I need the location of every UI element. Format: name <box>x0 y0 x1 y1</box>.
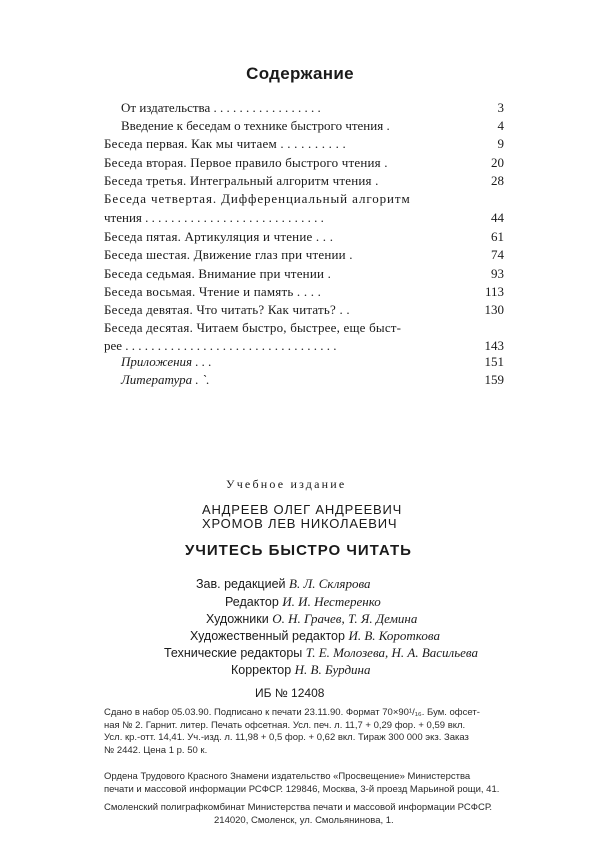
toc-entry <box>104 172 504 190</box>
publisher-info <box>104 771 500 796</box>
toc-entry <box>104 228 504 246</box>
table-of-contents <box>104 99 504 390</box>
toc-entry-text: чтения <box>104 209 142 225</box>
credit-role: Художники <box>206 612 269 626</box>
toc-entry-page: 130 <box>484 301 504 317</box>
toc-leader: . <box>345 247 353 263</box>
toc-entry-text: Приложения <box>121 354 193 370</box>
credit-role: Редактор <box>225 595 279 609</box>
author-name: ХРОМОВ ЛЕВ НИКОЛАЕВИЧ <box>202 516 398 531</box>
toc-entry-text: Беседа третья. Интегральный алгоритм чтения <box>104 172 372 188</box>
toc-entry-text: Литература <box>121 372 193 388</box>
toc-entry <box>104 265 504 283</box>
toc-entry-page: 20 <box>491 154 504 170</box>
toc-entry-continued <box>104 206 504 224</box>
toc-entry-text: Беседа девятая. Что читать? Как читать? <box>104 301 337 317</box>
toc-entry-page: 143 <box>484 338 504 354</box>
toc-entry-text: Беседа шестая. Движение глаз при чтении <box>104 247 346 263</box>
book-title: УЧИТЕСЬ БЫСТРО ЧИТАТЬ <box>185 542 412 559</box>
toc-entry-text: рее <box>104 338 123 354</box>
ib-number: ИБ № 12408 <box>255 686 325 700</box>
toc-leader: . <box>383 118 390 134</box>
print-line: Усл. кр.-отт. 14,41. Уч.-изд. л. 11,98 + 0,5 фор. + 0,62 вкл. Тираж 300 000 экз. Заказ <box>104 732 469 743</box>
toc-entry-text: Беседа пятая. Артикуляция и чтение <box>104 229 313 245</box>
toc-entry <box>104 135 504 153</box>
toc-entry <box>104 319 504 335</box>
toc-entry-page: 28 <box>491 172 504 188</box>
toc-entry <box>104 154 504 172</box>
toc-entry-page: 93 <box>491 265 504 281</box>
credit-name: Т. Е. Молозева, Н. А. Васильева <box>305 645 478 660</box>
credit-line <box>225 594 381 610</box>
publisher-line: печати и массовой информации РСФСР. 129846, Москва, 3-й проезд Марьиной рощи, 41. <box>104 783 500 795</box>
toc-entry-text: Беседа седьмая. Внимание при чтении <box>104 265 325 281</box>
toc-entry <box>104 301 504 319</box>
credit-name: И. В. Короткова <box>348 628 440 643</box>
author-name: АНДРЕЕВ ОЛЕГ АНДРЕЕВИЧ <box>202 502 403 517</box>
toc-leader: . . . . . . . . . . <box>276 136 346 152</box>
credit-name: Н. В. Бурдина <box>294 662 371 677</box>
toc-leader: . <box>371 172 379 188</box>
publisher-line: Ордена Трудового Красного Знамени издательство «Просвещение» Министерства <box>104 771 471 782</box>
toc-entry-page: 159 <box>484 372 504 388</box>
credit-name: И. И. Нестеренко <box>282 594 381 609</box>
toc-entry <box>104 371 504 389</box>
toc-entry-text: Введение к беседам о технике быстрого чтения <box>121 118 384 134</box>
toc-entry <box>104 283 504 301</box>
toc-entry-page: 113 <box>484 283 504 299</box>
credit-name: О. Н. Грачев, Т. Я. Демина <box>272 611 418 626</box>
credit-line <box>190 628 440 644</box>
toc-entry <box>104 353 504 371</box>
print-line: № 2442. Цена 1 р. 50 к. <box>104 744 208 756</box>
toc-entry-text: Беседа восьмая. Чтение и память <box>104 283 294 299</box>
toc-leader: . . <box>336 301 350 317</box>
toc-leader: . . . . <box>293 283 322 299</box>
printer-line: Смоленский полиграфкомбинат Министерства печати и массовой информации РСФСР. <box>104 802 492 813</box>
toc-leader: . . . . . . . . . . . . . . . . . <box>210 100 321 115</box>
credit-name: В. Л. Склярова <box>289 576 371 591</box>
toc-leader: . `. <box>192 372 210 388</box>
credit-role: Корректор <box>231 663 292 677</box>
printer-line: 214020, Смоленск, ул. Смольянинова, 1. <box>214 814 394 826</box>
toc-entry-page: 151 <box>484 354 504 370</box>
credit-line <box>231 662 370 678</box>
toc-entry <box>104 190 504 206</box>
toc-leader: . . . <box>192 354 212 370</box>
toc-entry-text: Беседа вторая. Первое правило быстрого чтения <box>104 154 381 170</box>
credit-line <box>164 645 478 661</box>
print-line: ная № 2. Гарнит. литер. Печать офсетная. Усл. печ. л. 11,7 + 0,29 фор. + 0,59 вкл. <box>104 719 466 731</box>
toc-entry <box>104 117 504 135</box>
toc-entry-continued <box>104 335 504 353</box>
credit-role: Зав. редакцией <box>196 577 286 591</box>
toc-entry-page: 44 <box>491 209 504 225</box>
toc-leader: . . . . . . . . . . . . . . . . . . . . . . . . . . . . . . . . . <box>122 338 337 354</box>
toc-entry-page: 3 <box>497 100 504 115</box>
credit-role: Художественный редактор <box>190 629 345 643</box>
credit-role: Технические редакторы <box>164 646 303 660</box>
toc-entry-text: Беседа десятая. Читаем быстро, быстрее, еще быст- <box>104 320 402 336</box>
toc-entry-page: 4 <box>497 118 504 134</box>
toc-leader: . . . <box>312 229 334 245</box>
toc-entry-text: От издательства <box>121 100 211 115</box>
printer-info <box>104 802 494 827</box>
credit-line <box>206 611 417 627</box>
credit-line <box>196 576 371 592</box>
toc-leader: . <box>380 154 388 170</box>
print-line: Сдано в набор 05.03.90. Подписано к печати 23.11.90. Формат 70×90¹/₁₆. Бум. офсет- <box>104 707 480 718</box>
toc-entry-text: Беседа четвертая. Дифференциальный алгоритм <box>104 190 411 206</box>
toc-entry-page: 74 <box>491 247 504 263</box>
contents-title: Содержание <box>246 64 354 83</box>
toc-leader: . <box>324 265 332 281</box>
toc-entry-page: 9 <box>497 136 504 152</box>
toc-entry-page: 61 <box>491 229 504 245</box>
print-details <box>104 707 494 757</box>
edition-type: Учебное издание <box>226 477 347 491</box>
toc-entry <box>104 99 504 117</box>
toc-leader: . . . . . . . . . . . . . . . . . . . . . . . . . . . . <box>141 209 324 225</box>
toc-entry-text: Беседа первая. Как мы читаем <box>104 136 277 152</box>
toc-entry <box>104 246 504 264</box>
